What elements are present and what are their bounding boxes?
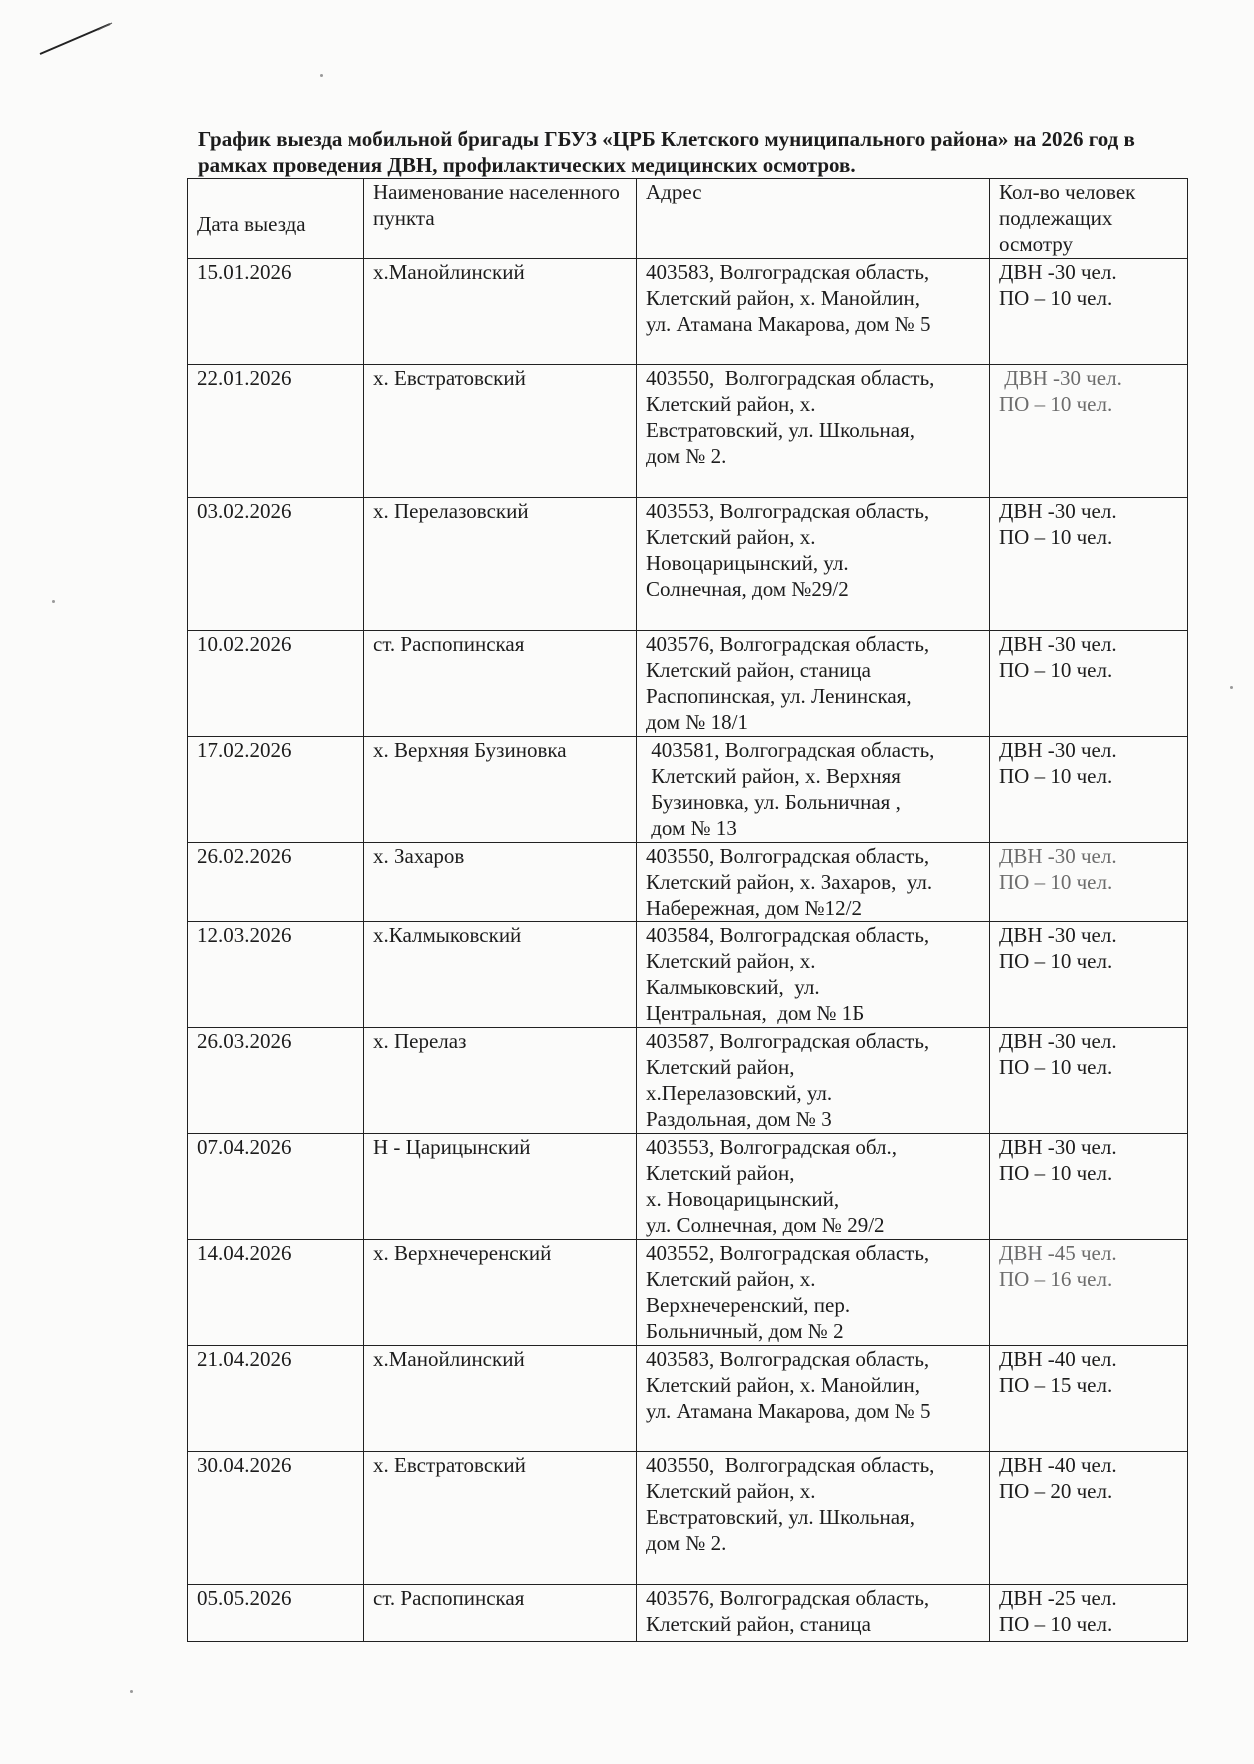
date-cell <box>188 737 364 843</box>
address-line: 403552, Волгоградская область, <box>646 1241 930 1265</box>
address-cell <box>637 1028 990 1134</box>
address-line: х.Перелазовский, ул. <box>646 1081 833 1105</box>
address-line: 403576, Волгоградская область, <box>646 1586 930 1610</box>
address-cell <box>637 1585 990 1642</box>
date-value: 30.04.2026 <box>197 1453 292 1477</box>
count-line: ДВН -30 чел. <box>999 260 1117 284</box>
count-line: ДВН -25 чел. <box>999 1586 1117 1610</box>
scan-speck <box>52 600 55 603</box>
date-cell <box>188 843 364 922</box>
place-value: ст. Распопинская <box>373 1586 525 1610</box>
count-line: ДВН -45 чел. <box>999 1241 1117 1265</box>
address-line: дом № 18/1 <box>646 710 748 734</box>
table-row <box>188 737 1188 843</box>
place-value: х.Калмыковский <box>373 923 522 947</box>
address-cell <box>637 365 990 498</box>
count-line: ПО – 15 чел. <box>999 1373 1113 1397</box>
date-value: 07.04.2026 <box>197 1135 292 1159</box>
count-line: ПО – 10 чел. <box>999 286 1113 310</box>
address-line: Клетский район, х. <box>646 949 816 973</box>
table-header-row <box>188 179 1188 259</box>
place-cell <box>364 631 637 737</box>
address-line: Распопинская, ул. Ленинская, <box>646 684 912 708</box>
address-line: 403550, Волгоградская область, <box>646 844 930 868</box>
date-cell <box>188 1346 364 1452</box>
address-line: Клетский район, станица <box>646 658 871 682</box>
count-cell <box>990 737 1188 843</box>
address-line: Клетский район, х. <box>646 1479 816 1503</box>
address-cell <box>637 259 990 365</box>
address-line: Верхнечеренский, пер. <box>646 1293 851 1317</box>
table-row <box>188 1452 1188 1585</box>
count-line: ПО – 10 чел. <box>999 1612 1113 1636</box>
count-line: ДВН -30 чел. <box>999 1135 1117 1159</box>
address-cell <box>637 922 990 1028</box>
count-cell <box>990 1028 1188 1134</box>
date-value: 21.04.2026 <box>197 1347 292 1371</box>
date-value: 05.05.2026 <box>197 1586 292 1610</box>
address-line: Клетский район, х. Манойлин, <box>646 1373 920 1397</box>
table-row <box>188 1585 1188 1642</box>
header-date: Дата выезда <box>188 179 364 259</box>
date-cell <box>188 631 364 737</box>
table-row <box>188 1240 1188 1346</box>
address-cell <box>637 1240 990 1346</box>
date-cell <box>188 1240 364 1346</box>
count-line: ПО – 16 чел. <box>999 1267 1113 1291</box>
scan-speck <box>130 1690 133 1693</box>
place-value: х. Перелаз <box>373 1029 467 1053</box>
count-cell <box>990 1452 1188 1585</box>
date-cell <box>188 259 364 365</box>
date-cell <box>188 498 364 631</box>
scan-speck <box>1230 686 1233 689</box>
count-cell <box>990 498 1188 631</box>
count-line: ПО – 10 чел. <box>999 949 1113 973</box>
count-cell <box>990 1346 1188 1452</box>
table-row <box>188 1134 1188 1240</box>
address-line: Центральная, дом № 1Б <box>646 1001 865 1025</box>
place-cell <box>364 259 637 365</box>
table-row <box>188 1028 1188 1134</box>
address-line: Евстратовский, ул. Школьная, <box>646 1505 915 1529</box>
address-line: дом № 2. <box>646 444 727 468</box>
place-value: х. Евстратовский <box>373 1453 526 1477</box>
date-value: 14.04.2026 <box>197 1241 292 1265</box>
address-line: 403576, Волгоградская область, <box>646 632 930 656</box>
count-line: ДВН -40 чел. <box>999 1347 1117 1371</box>
place-cell <box>364 1240 637 1346</box>
address-line: 403553, Волгоградская обл., <box>646 1135 897 1159</box>
place-cell <box>364 1346 637 1452</box>
address-cell <box>637 1134 990 1240</box>
pen-stroke-mark <box>38 20 118 60</box>
address-line: 403581, Волгоградская область, <box>646 738 935 762</box>
address-line: дом № 2. <box>646 1531 727 1555</box>
date-value: 03.02.2026 <box>197 499 292 523</box>
place-cell <box>364 1585 637 1642</box>
date-value: 17.02.2026 <box>197 738 292 762</box>
address-line: Калмыковский, ул. <box>646 975 820 999</box>
count-line: ДВН -30 чел. <box>999 738 1117 762</box>
count-line: ПО – 10 чел. <box>999 1055 1113 1079</box>
count-line: ПО – 10 чел. <box>999 870 1113 894</box>
place-value: х. Евстратовский <box>373 366 526 390</box>
address-cell <box>637 498 990 631</box>
date-value: 10.02.2026 <box>197 632 292 656</box>
address-cell <box>637 1452 990 1585</box>
header-count: Кол-во человек подлежащих осмотру <box>990 179 1188 259</box>
table-row <box>188 922 1188 1028</box>
count-line: ДВН -40 чел. <box>999 1453 1117 1477</box>
date-cell <box>188 1134 364 1240</box>
count-cell <box>990 631 1188 737</box>
count-line: ПО – 10 чел. <box>999 525 1113 549</box>
address-line: Клетский район, х. Манойлин, <box>646 286 920 310</box>
table-row <box>188 843 1188 922</box>
count-line: ДВН -30 чел. <box>999 923 1117 947</box>
address-line: Солнечная, дом №29/2 <box>646 577 849 601</box>
address-line: Клетский район, х. Верхняя <box>646 764 901 788</box>
header-address: Адрес <box>637 179 990 259</box>
place-value: х.Манойлинский <box>373 260 525 284</box>
address-line: дом № 13 <box>646 816 737 840</box>
schedule-table <box>187 178 1188 1642</box>
table-row <box>188 498 1188 631</box>
address-line: ул. Солнечная, дом № 29/2 <box>646 1213 885 1237</box>
count-line: ДВН -30 чел. <box>999 844 1117 868</box>
address-line: Клетский район, х. <box>646 525 816 549</box>
table-row <box>188 1346 1188 1452</box>
address-line: Клетский район, х. <box>646 1267 816 1291</box>
address-line: ул. Атамана Макарова, дом № 5 <box>646 1399 931 1423</box>
address-line: 403553, Волгоградская область, <box>646 499 930 523</box>
place-cell <box>364 1134 637 1240</box>
count-cell <box>990 365 1188 498</box>
address-line: Новоцарицынский, ул. <box>646 551 849 575</box>
place-value: х. Захаров <box>373 844 465 868</box>
date-value: 26.02.2026 <box>197 844 292 868</box>
count-cell <box>990 1134 1188 1240</box>
place-cell <box>364 843 637 922</box>
place-cell <box>364 498 637 631</box>
date-cell <box>188 365 364 498</box>
table-row <box>188 259 1188 365</box>
address-cell <box>637 1346 990 1452</box>
date-value: 26.03.2026 <box>197 1029 292 1053</box>
address-line: Бузиновка, ул. Больничная , <box>646 790 901 814</box>
address-line: 403550, Волгоградская область, <box>646 1453 935 1477</box>
date-value: 12.03.2026 <box>197 923 292 947</box>
document-title: График выезда мобильной бригады ГБУЗ «ЦРБ Клетского муниципального района» на 2026 год в рамках проведения ДВН, профилактических медицинских осмотров. <box>198 127 1135 177</box>
count-line: ДВН -30 чел. <box>999 499 1117 523</box>
count-line: ПО – 10 чел. <box>999 658 1113 682</box>
count-cell <box>990 843 1188 922</box>
address-cell <box>637 737 990 843</box>
table-row <box>188 631 1188 737</box>
place-value: х. Перелазовский <box>373 499 529 523</box>
date-cell <box>188 922 364 1028</box>
address-line: Набережная, дом №12/2 <box>646 896 862 920</box>
date-cell <box>188 1585 364 1642</box>
address-line: Клетский район, <box>646 1161 795 1185</box>
count-cell <box>990 259 1188 365</box>
count-line: ПО – 20 чел. <box>999 1479 1113 1503</box>
address-line: 403583, Волгоградская область, <box>646 1347 930 1371</box>
date-value: 15.01.2026 <box>197 260 292 284</box>
address-line: 403584, Волгоградская область, <box>646 923 930 947</box>
count-line: ПО – 10 чел. <box>999 764 1113 788</box>
scan-speck <box>320 74 323 77</box>
place-value: х. Верхняя Бузиновка <box>373 738 567 762</box>
date-value: 22.01.2026 <box>197 366 292 390</box>
address-cell <box>637 843 990 922</box>
address-line: Клетский район, станица <box>646 1612 871 1636</box>
count-cell <box>990 1585 1188 1642</box>
address-line: Раздольная, дом № 3 <box>646 1107 832 1131</box>
place-cell <box>364 737 637 843</box>
count-line: ПО – 10 чел. <box>999 1161 1113 1185</box>
place-value: ст. Распопинская <box>373 632 525 656</box>
address-line: 403550, Волгоградская область, <box>646 366 935 390</box>
address-line: Клетский район, х. Захаров, ул. <box>646 870 933 894</box>
place-value: х.Манойлинский <box>373 1347 525 1371</box>
count-line: ПО – 10 чел. <box>999 392 1113 416</box>
address-line: Больничный, дом № 2 <box>646 1319 844 1343</box>
address-line: Клетский район, <box>646 1055 795 1079</box>
place-cell <box>364 922 637 1028</box>
address-line: 403587, Волгоградская область, <box>646 1029 930 1053</box>
count-cell <box>990 1240 1188 1346</box>
place-value: Н - Царицынский <box>373 1135 531 1159</box>
address-line: х. Новоцарицынский, <box>646 1187 840 1211</box>
header-place: Наименование населенного пункта <box>364 179 637 259</box>
date-cell <box>188 1452 364 1585</box>
address-line: 403583, Волгоградская область, <box>646 260 930 284</box>
address-line: Евстратовский, ул. Школьная, <box>646 418 915 442</box>
place-cell <box>364 1028 637 1134</box>
date-cell <box>188 1028 364 1134</box>
count-line: ДВН -30 чел. <box>999 1029 1117 1053</box>
place-value: х. Верхнечеренский <box>373 1241 552 1265</box>
address-line: Клетский район, х. <box>646 392 816 416</box>
table-row <box>188 365 1188 498</box>
count-cell <box>990 922 1188 1028</box>
count-line: ДВН -30 чел. <box>999 366 1122 390</box>
count-line: ДВН -30 чел. <box>999 632 1117 656</box>
place-cell <box>364 1452 637 1585</box>
place-cell <box>364 365 637 498</box>
address-line: ул. Атамана Макарова, дом № 5 <box>646 312 931 336</box>
address-cell <box>637 631 990 737</box>
